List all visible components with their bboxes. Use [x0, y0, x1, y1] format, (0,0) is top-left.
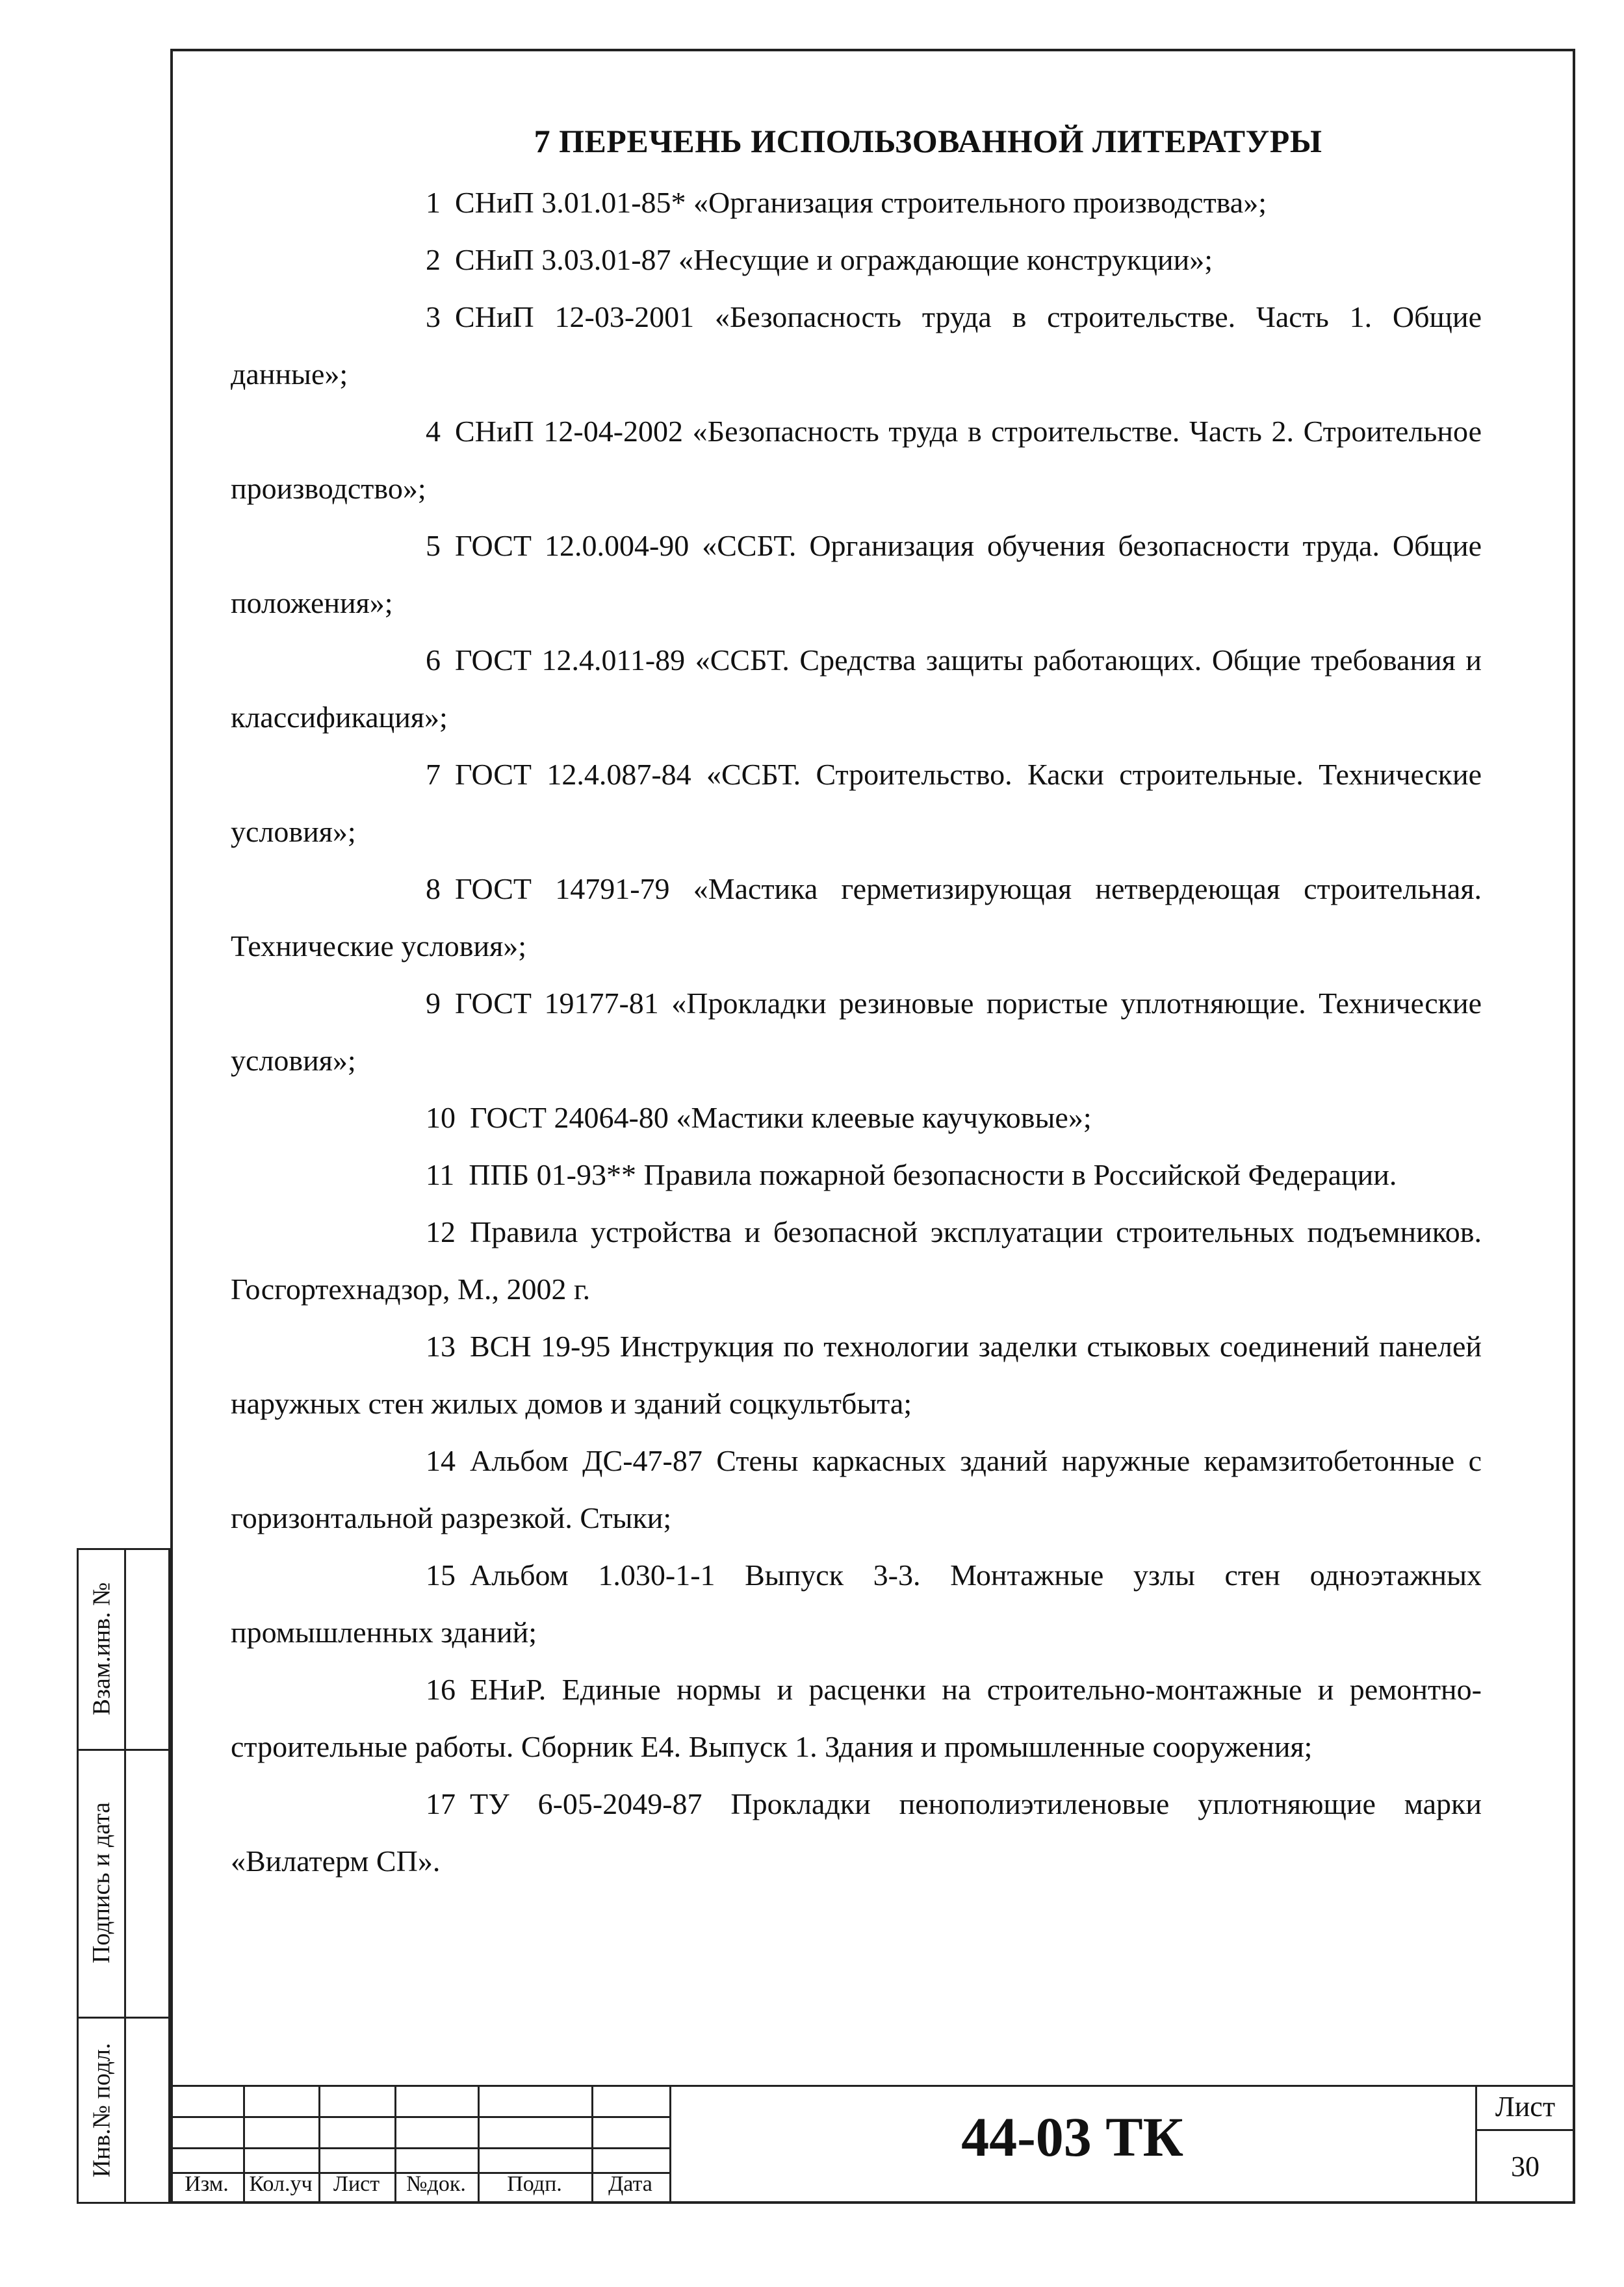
sidebar-vzam-label: Взам.инв. № — [88, 1582, 116, 1715]
list-item-number: 9 — [426, 987, 441, 1020]
stamp-col-podp: Подп. — [507, 2172, 562, 2196]
list-item — [231, 1661, 1482, 1776]
list-item-number: 3 — [426, 300, 441, 333]
list-item-number: 4 — [426, 415, 441, 448]
list-item-text: Альбом ДС-47-87 Стены каркасных зданий наружные керамзитобетонные с горизонтальной разрезкой. Стыки; — [231, 1444, 1482, 1534]
list-item-number: 2 — [426, 243, 441, 276]
list-item-text: ГОСТ 19177-81 «Прокладки резиновые пористые уплотняющие. Технические условия»; — [231, 987, 1482, 1077]
list-item — [231, 1318, 1482, 1432]
list-item-number: 14 — [426, 1444, 456, 1477]
sidebar-fields-column — [126, 1548, 170, 2204]
stamp-row-line — [170, 2147, 669, 2149]
list-item — [231, 632, 1482, 746]
stamp-col-data: Дата — [608, 2172, 652, 2196]
list-item-number: 7 — [426, 758, 441, 791]
section-title: 7 ПЕРЕЧЕНЬ ИСПОЛЬЗОВАННОЙ ЛИТЕРАТУРЫ — [534, 123, 1322, 159]
list-item-text: ГОСТ 24064-80 «Мастики клеевые каучуковые»; — [470, 1101, 1092, 1134]
list-item-text: ЕНиР. Единые нормы и расценки на строительно-монтажные и ремонтно-строительные работы. Сборник Е4. Выпуск 1. Здания и промышленные сооружения; — [231, 1673, 1482, 1763]
list-item-number: 15 — [426, 1558, 456, 1592]
list-item-text: ГОСТ 12.4.011-89 «ССБТ. Средства защиты работающих. Общие требования и классификация»; — [231, 643, 1482, 734]
list-item-number: 10 — [426, 1101, 456, 1134]
list-item-text: ТУ 6-05-2049-87 Прокладки пенополиэтиленовые уплотняющие марки «Вилатерм СП». — [231, 1787, 1482, 1878]
list-item-text: СНиП 12-03-2001 «Безопасность труда в строительстве. Часть 1. Общие данные»; — [231, 300, 1482, 391]
list-item — [231, 174, 1482, 231]
stamp-top-border — [170, 2085, 1575, 2087]
list-item — [231, 1547, 1482, 1661]
list-item-text: Правила устройства и безопасной эксплуатации строительных подъемников. Госгортехнадзор, М., 2002 г. — [231, 1215, 1482, 1306]
list-item-number: 16 — [426, 1673, 456, 1706]
list-item-text: Альбом 1.030-1-1 Выпуск 3-3. Монтажные узлы стен одноэтажных промышленных зданий; — [231, 1558, 1482, 1649]
list-item-text: ППБ 01-93** Правила пожарной безопасности в Российской Федерации. — [469, 1158, 1397, 1191]
sheet-label: Лист — [1495, 2091, 1556, 2123]
stamp-col-ndok: №док. — [406, 2172, 466, 2196]
list-item-number: 5 — [426, 529, 441, 562]
list-item — [231, 403, 1482, 517]
list-item — [231, 1776, 1482, 1890]
list-item-text: СНиП 3.03.01-87 «Несущие и ограждающие конструкции»; — [455, 243, 1213, 276]
document-code: 44-03 ТК — [961, 2106, 1183, 2168]
list-item-text: СНиП 12-04-2002 «Безопасность труда в строительстве. Часть 2. Строительное производство»; — [231, 415, 1482, 505]
list-item-text: ГОСТ 12.0.004-90 «ССБТ. Организация обучения безопасности труда. Общие положения»; — [231, 529, 1482, 619]
list-item-number: 13 — [426, 1330, 456, 1363]
list-item — [231, 1089, 1482, 1146]
list-item-text: ГОСТ 12.4.087-84 «ССБТ. Строительство. Каски строительные. Технические условия»; — [231, 758, 1482, 848]
list-item-number: 11 — [426, 1158, 455, 1191]
list-item — [231, 746, 1482, 860]
bibliography-list — [231, 174, 1482, 1890]
list-item — [231, 860, 1482, 975]
sheet-number: 30 — [1511, 2151, 1540, 2182]
list-item — [231, 1432, 1482, 1547]
list-item-text: ВСН 19-95 Инструкция по технологии заделки стыковых соединений панелей наружных стен жилых домов и зданий соцкультбыта; — [231, 1330, 1482, 1420]
list-item-number: 8 — [426, 872, 441, 905]
stamp-row-line — [170, 2116, 669, 2118]
stamp-col-izm: Изм. — [185, 2172, 229, 2196]
list-item — [231, 1204, 1482, 1318]
list-item-number: 17 — [426, 1787, 456, 1820]
list-item — [231, 1146, 1482, 1204]
list-item-number: 1 — [426, 186, 441, 219]
sidebar-podpis-label: Подпись и дата — [88, 1802, 116, 1964]
list-item-text: СНиП 3.01.01-85* «Организация строительного производства»; — [455, 186, 1267, 219]
list-item — [231, 231, 1482, 289]
sidebar-inv-label: Инв.№ подл. — [88, 2043, 116, 2178]
list-item — [231, 289, 1482, 403]
list-item-text: ГОСТ 14791-79 «Мастика герметизирующая нетвердеющая строительная. Технические условия»; — [231, 872, 1482, 963]
list-item — [231, 975, 1482, 1089]
list-item-number: 12 — [426, 1215, 456, 1248]
stamp-col-kolvo: Кол.уч — [249, 2172, 313, 2196]
stamp-col-list: Лист — [333, 2172, 380, 2196]
list-item-number: 6 — [426, 643, 441, 677]
list-item — [231, 517, 1482, 632]
